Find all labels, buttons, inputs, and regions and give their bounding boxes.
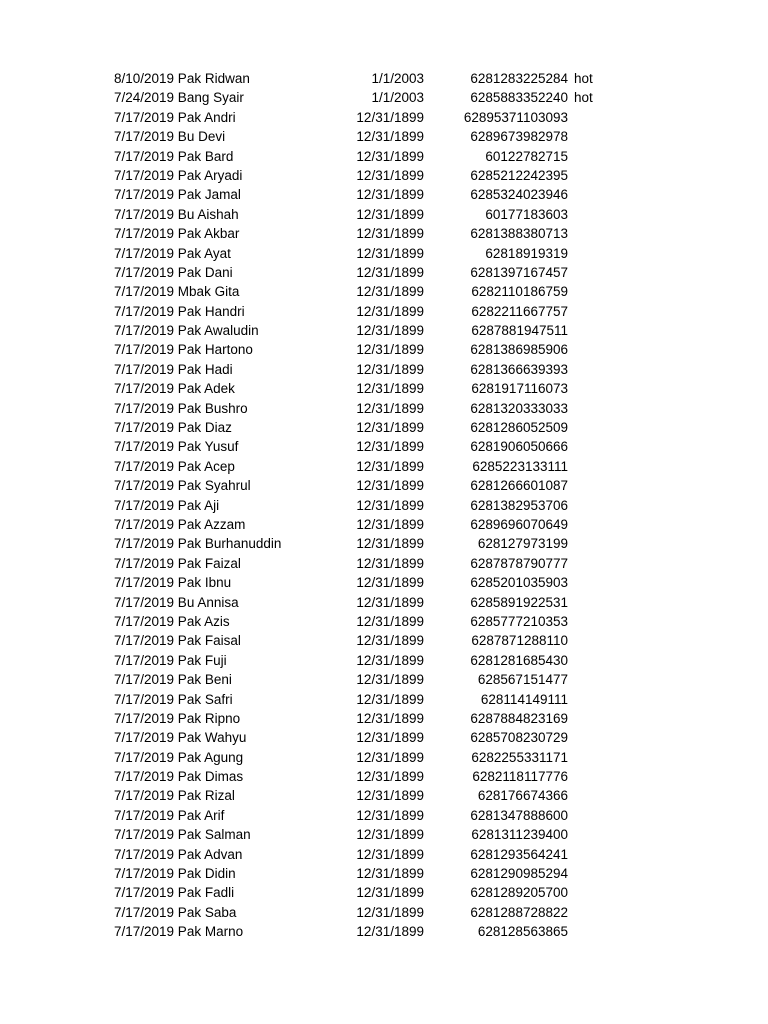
date-cell: 12/31/1899 [356,420,424,436]
date-cell: 12/31/1899 [356,458,424,474]
date-name-cell: 7/17/2019 Bu Devi [114,129,226,145]
phone-cell: 6281388380713 [470,226,568,242]
date-name-cell: 7/17/2019 Pak Faizal [114,555,241,571]
table-row [0,282,768,301]
date-cell: 12/31/1899 [356,129,424,145]
phone-cell: 6285324023946 [470,187,568,203]
table-row [0,476,768,495]
date-cell: 12/31/1899 [356,613,424,629]
date-cell: 12/31/1899 [356,439,424,455]
date-name-cell: 7/17/2019 Pak Hartono [114,342,253,358]
contact-list-sheet [0,69,768,942]
date-cell: 12/31/1899 [356,264,424,280]
table-row [0,709,768,728]
table-row [0,360,768,379]
note-cell: hot [574,90,593,106]
table-row [0,224,768,243]
table-row [0,903,768,922]
date-name-cell: 7/17/2019 Pak Adek [114,381,235,397]
date-name-cell: 7/17/2019 Pak Aryadi [114,167,243,183]
table-row [0,825,768,844]
phone-cell: 6287871288110 [471,633,568,649]
table-row [0,88,768,107]
table-row [0,321,768,340]
phone-cell: 6282118117776 [472,769,568,785]
date-name-cell: 7/17/2019 Pak Syahrul [114,478,251,494]
table-row [0,864,768,883]
phone-cell: 6285891922531 [470,594,568,610]
table-row [0,127,768,146]
date-cell: 12/31/1899 [356,691,424,707]
date-cell: 12/31/1899 [356,885,424,901]
date-name-cell: 7/17/2019 Pak Ayat [114,245,231,261]
table-row [0,185,768,204]
date-cell: 12/31/1899 [356,361,424,377]
date-name-cell: 7/17/2019 Pak Yusuf [114,439,239,455]
phone-cell: 6285201035903 [470,575,568,591]
table-row [0,496,768,515]
table-row [0,515,768,534]
date-name-cell: 8/10/2019 Pak Ridwan [114,71,250,86]
table-row [0,166,768,185]
date-name-cell: 7/24/2019 Bang Syair [114,90,244,106]
date-cell: 12/31/1899 [356,478,424,494]
date-name-cell: 7/17/2019 Pak Advan [114,846,243,862]
table-row [0,806,768,825]
date-cell: 12/31/1899 [356,109,424,125]
date-cell: 12/31/1899 [356,924,424,940]
date-name-cell: 7/17/2019 Pak Faisal [114,633,241,649]
table-row [0,728,768,747]
phone-cell: 6281917116073 [471,381,568,397]
date-cell: 12/31/1899 [356,303,424,319]
date-cell: 12/31/1899 [356,284,424,300]
table-row [0,244,768,263]
phone-cell: 60122782715 [485,148,568,164]
date-cell: 12/31/1899 [356,730,424,746]
date-cell: 12/31/1899 [356,652,424,668]
phone-cell: 6281397167457 [470,264,568,280]
date-name-cell: 7/17/2019 Pak Wahyu [114,730,247,746]
phone-cell: 6285777210353 [470,613,568,629]
table-row [0,593,768,612]
phone-cell: 6281320333033 [470,400,568,416]
phone-cell: 6281266601087 [470,478,568,494]
table-row [0,883,768,902]
table-row [0,651,768,670]
date-cell: 12/31/1899 [356,710,424,726]
table-row [0,147,768,166]
table-row [0,69,768,88]
date-cell: 12/31/1899 [356,226,424,242]
table-row [0,922,768,941]
date-name-cell: 7/17/2019 Mbak Gita [114,284,240,300]
date-name-cell: 7/17/2019 Pak Aji [114,497,220,513]
phone-cell: 6281347888600 [470,807,568,823]
date-name-cell: 7/17/2019 Pak Handri [114,303,245,319]
date-cell: 12/31/1899 [356,187,424,203]
date-name-cell: 7/17/2019 Pak Agung [114,749,244,765]
date-name-cell: 7/17/2019 Pak Beni [114,672,232,688]
phone-cell: 6281281685430 [470,652,568,668]
date-cell: 1/1/2003 [371,71,424,86]
date-cell: 12/31/1899 [356,167,424,183]
phone-cell: 628127973199 [477,536,568,552]
table-row [0,534,768,553]
phone-cell: 6285223133111 [472,458,568,474]
phone-cell: 6282211667757 [471,303,568,319]
date-cell: 12/31/1899 [356,245,424,261]
phone-cell: 6289673982978 [470,129,568,145]
date-cell: 12/31/1899 [356,148,424,164]
date-name-cell: 7/17/2019 Pak Burhanuddin [114,536,282,552]
phone-cell: 60177183603 [485,206,568,222]
date-cell: 12/31/1899 [356,827,424,843]
date-name-cell: 7/17/2019 Bu Annisa [114,594,239,610]
date-name-cell: 7/17/2019 Pak Awaludin [114,323,259,339]
date-cell: 12/31/1899 [356,904,424,920]
date-name-cell: 7/17/2019 Pak Bard [114,148,234,164]
date-name-cell: 7/17/2019 Pak Arif [114,807,225,823]
date-name-cell: 7/17/2019 Pak Acep [114,458,235,474]
phone-cell: 6287884823169 [470,710,568,726]
phone-cell: 6282255331171 [471,749,568,765]
phone-cell: 62895371103093 [463,109,568,125]
date-cell: 12/31/1899 [356,536,424,552]
date-cell: 12/31/1899 [356,672,424,688]
phone-cell: 6281906050666 [470,439,568,455]
date-name-cell: 7/17/2019 Pak Safri [114,691,233,707]
table-row [0,418,768,437]
date-cell: 12/31/1899 [356,633,424,649]
table-row [0,748,768,767]
date-cell: 12/31/1899 [356,497,424,513]
date-name-cell: 7/17/2019 Pak Fuji [114,652,227,668]
phone-cell: 6281286052509 [470,420,568,436]
date-name-cell: 7/17/2019 Pak Azzam [114,516,246,532]
date-name-cell: 7/17/2019 Pak Jamal [114,187,241,203]
date-name-cell: 7/17/2019 Pak Diaz [114,420,232,436]
phone-cell: 6281288728822 [470,904,568,920]
phone-cell: 6287878790777 [470,555,568,571]
phone-cell: 6285212242395 [470,167,568,183]
date-cell: 12/31/1899 [356,400,424,416]
phone-cell: 6281366639393 [470,361,568,377]
table-row [0,457,768,476]
date-name-cell: 7/17/2019 Pak Hadi [114,361,233,377]
date-cell: 12/31/1899 [356,323,424,339]
date-cell: 12/31/1899 [356,807,424,823]
date-cell: 12/31/1899 [356,555,424,571]
table-row [0,573,768,592]
table-row [0,379,768,398]
table-row [0,263,768,282]
date-name-cell: 7/17/2019 Pak Akbar [114,226,240,242]
table-row [0,690,768,709]
date-cell: 12/31/1899 [356,846,424,862]
phone-cell: 6287881947511 [471,323,568,339]
date-cell: 1/1/2003 [371,90,424,106]
table-row [0,399,768,418]
table-row [0,767,768,786]
table-row [0,670,768,689]
phone-cell: 628128563865 [477,924,568,940]
date-name-cell: 7/17/2019 Pak Saba [114,904,237,920]
date-name-cell: 7/17/2019 Pak Marno [114,924,244,940]
date-cell: 12/31/1899 [356,866,424,882]
date-name-cell: 7/17/2019 Pak Andri [114,109,236,125]
date-name-cell: 7/17/2019 Pak Dimas [114,769,244,785]
table-row [0,108,768,127]
phone-cell: 6281283225284 [470,71,568,86]
phone-cell: 62818919319 [485,245,568,261]
phone-cell: 628567151477 [477,672,568,688]
table-row [0,340,768,359]
table-row [0,437,768,456]
phone-cell: 6281382953706 [470,497,568,513]
date-name-cell: 7/17/2019 Pak Ibnu [114,575,232,591]
date-cell: 12/31/1899 [356,575,424,591]
phone-cell: 6285708230729 [470,730,568,746]
phone-cell: 6289696070649 [470,516,568,532]
phone-cell: 628176674366 [477,788,568,804]
table-row [0,554,768,573]
table-row [0,612,768,631]
phone-cell: 628114149111 [480,691,568,707]
date-name-cell: 7/17/2019 Pak Dani [114,264,233,280]
date-name-cell: 7/17/2019 Pak Didin [114,866,236,882]
date-name-cell: 7/17/2019 Pak Rizal [114,788,235,804]
date-cell: 12/31/1899 [356,342,424,358]
date-name-cell: 7/17/2019 Pak Azis [114,613,230,629]
date-name-cell: 7/17/2019 Pak Bushro [114,400,248,416]
date-cell: 12/31/1899 [356,516,424,532]
table-row [0,205,768,224]
date-cell: 12/31/1899 [356,749,424,765]
date-name-cell: 7/17/2019 Pak Ripno [114,710,241,726]
date-cell: 12/31/1899 [356,594,424,610]
phone-cell: 6281386985906 [470,342,568,358]
phone-cell: 6281289205700 [470,885,568,901]
phone-cell: 6281293564241 [470,846,568,862]
phone-cell: 6281311239400 [471,827,568,843]
note-cell: hot [574,71,593,86]
table-row [0,631,768,650]
phone-cell: 6285883352240 [470,90,568,106]
table-row [0,302,768,321]
date-cell: 12/31/1899 [356,381,424,397]
phone-cell: 6281290985294 [470,866,568,882]
date-name-cell: 7/17/2019 Pak Fadli [114,885,235,901]
table-row [0,845,768,864]
date-cell: 12/31/1899 [356,788,424,804]
date-cell: 12/31/1899 [356,206,424,222]
table-row [0,786,768,805]
date-cell: 12/31/1899 [356,769,424,785]
date-name-cell: 7/17/2019 Bu Aishah [114,206,239,222]
date-name-cell: 7/17/2019 Pak Salman [114,827,251,843]
phone-cell: 6282110186759 [471,284,568,300]
